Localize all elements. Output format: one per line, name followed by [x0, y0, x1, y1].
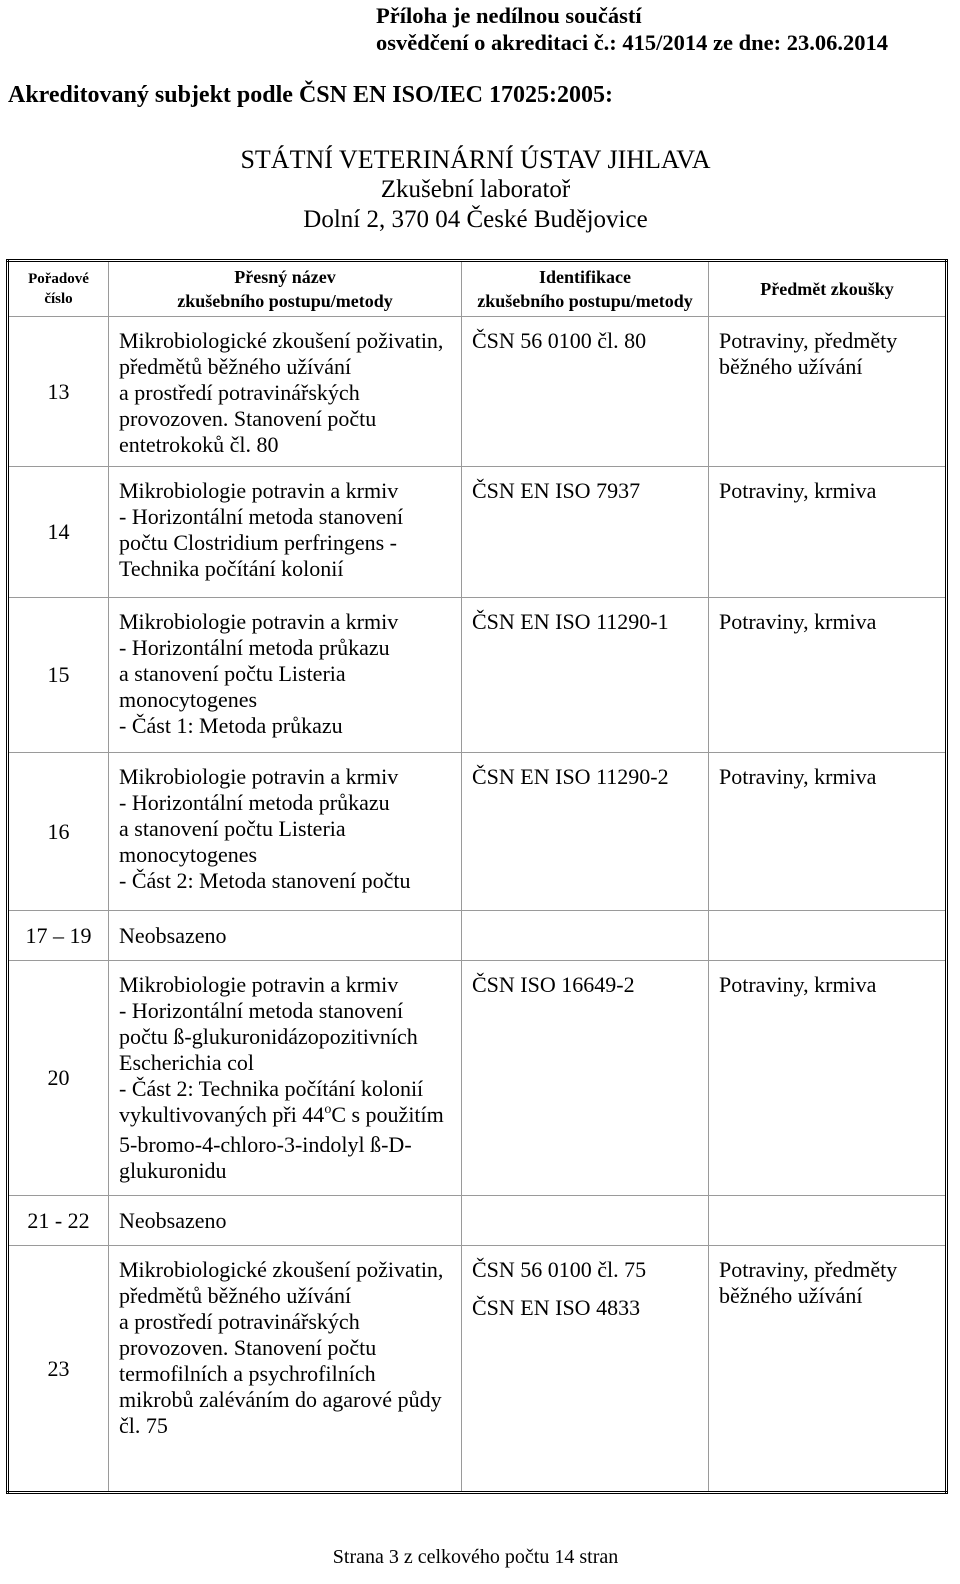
- method-name-line: - Horizontální metoda stanovení: [119, 504, 404, 529]
- institution-name: STÁTNÍ VETERINÁRNÍ ÚSTAV JIHLAVA: [240, 145, 711, 174]
- method-name-line: a stanovení počtu Listeria: [119, 816, 346, 841]
- test-subject-line: Potraviny, předměty: [719, 1257, 898, 1282]
- method-name-line: Technika počítání kolonií: [119, 556, 344, 581]
- table-row: [8, 598, 947, 753]
- table-row-unassigned: [8, 1196, 947, 1246]
- test-subject-cell: [709, 1246, 947, 1493]
- method-name-line: předmětů běžného užívání: [119, 1283, 352, 1308]
- method-id-line: ČSN 56 0100 čl. 80: [472, 328, 647, 353]
- method-id-cell: [462, 911, 709, 961]
- method-name-line: počtu ß-glukuronidázopozitivních: [119, 1024, 418, 1049]
- test-subject-cell: [709, 467, 947, 598]
- method-name-line: monocytogenes: [119, 687, 258, 712]
- annex-note: [376, 2, 888, 56]
- row-number-cell: 13: [8, 317, 109, 467]
- methods-table: [6, 259, 948, 1494]
- table-header-row: [8, 261, 947, 317]
- method-name-cell: [109, 753, 462, 911]
- table-row: [8, 961, 947, 1196]
- test-subject-cell: [709, 598, 947, 753]
- test-subject-line: Potraviny, předměty: [719, 328, 898, 353]
- method-name-line: Mikrobiologie potravin a krmiv: [119, 972, 399, 997]
- column-header-line: Přesný název: [234, 267, 336, 287]
- test-subject-line: Potraviny, krmiva: [719, 972, 877, 997]
- column-header-line: číslo: [44, 291, 73, 307]
- table-row: [8, 317, 947, 467]
- accredited-subject-heading: Akreditovaný subjekt podle ČSN EN ISO/IEC 17025:2005:: [8, 82, 613, 108]
- method-id-cell: [462, 961, 709, 1196]
- method-id-line: ČSN EN ISO 11290-1: [472, 609, 669, 634]
- method-name-cell: [109, 911, 462, 961]
- method-name-cell: [109, 598, 462, 753]
- method-name-line: - Část 2: Metoda stanovení počtu: [119, 868, 411, 893]
- method-name-line: Mikrobiologické zkoušení poživatin,: [119, 1257, 444, 1282]
- method-name-line: čl. 75: [119, 1413, 168, 1438]
- row-number-cell: 16: [8, 753, 109, 911]
- degree-superscript: o: [324, 1102, 332, 1117]
- test-subject-cell: [709, 961, 947, 1196]
- method-name-line: a stanovení počtu Listeria: [119, 661, 346, 686]
- method-id-line: ČSN ISO 16649-2: [472, 972, 635, 997]
- table-row-unassigned: [8, 911, 947, 961]
- test-subject-cell: [709, 317, 947, 467]
- method-name-line: a prostředí potravinářských: [119, 380, 360, 405]
- test-subject-cell: [709, 1196, 947, 1246]
- test-subject-cell: [709, 753, 947, 911]
- annex-line: Příloha je nedílnou součástí: [376, 3, 642, 28]
- method-id-cell: [462, 467, 709, 598]
- method-id-cell: [462, 317, 709, 467]
- row-number-cell: 17 – 19: [8, 911, 109, 961]
- method-id-line: ČSN EN ISO 7937: [472, 478, 641, 503]
- method-id-line: ČSN EN ISO 4833: [472, 1295, 641, 1320]
- method-id-line: ČSN 56 0100 čl. 75: [472, 1257, 647, 1282]
- method-name-line: monocytogenes: [119, 842, 258, 867]
- column-header-line: Identifikace: [539, 267, 631, 287]
- method-name-line: Mikrobiologické zkoušení poživatin,: [119, 328, 444, 353]
- method-name-line: mikrobů zaléváním do agarové půdy: [119, 1387, 442, 1412]
- method-name-line: provozoven. Stanovení počtu: [119, 1335, 377, 1360]
- test-subject-line: Potraviny, krmiva: [719, 609, 877, 634]
- laboratory-address: Dolní 2, 370 04 České Budějovice: [303, 206, 648, 233]
- method-name-line: entetrokoků čl. 80: [119, 432, 279, 457]
- method-name-line: počtu Clostridium perfringens -: [119, 530, 398, 555]
- method-id-line: ČSN EN ISO 11290-2: [472, 764, 669, 789]
- unassigned-label: Neobsazeno: [119, 922, 227, 948]
- method-name-line: - Část 2: Technika počítání kolonií: [119, 1076, 424, 1101]
- table-row: [8, 753, 947, 911]
- row-number-cell: 14: [8, 467, 109, 598]
- test-subject-line: Potraviny, krmiva: [719, 478, 877, 503]
- column-header-method-name: [109, 261, 462, 317]
- method-name-line: předmětů běžného užívání: [119, 354, 352, 379]
- method-name-line: - Horizontální metoda průkazu: [119, 635, 390, 660]
- column-header-line: Předmět zkoušky: [760, 279, 894, 299]
- column-header-line: zkušebního postupu/metody: [177, 291, 393, 311]
- method-name-line: - Horizontální metoda stanovení: [119, 998, 404, 1023]
- method-id-cell: [462, 1246, 709, 1493]
- row-number-cell: 23: [8, 1246, 109, 1493]
- method-name-cell: [109, 1196, 462, 1246]
- page-footer: Strana 3 z celkového počtu 14 stran: [332, 1546, 619, 1568]
- test-subject-line: běžného užívání: [719, 1283, 863, 1308]
- method-name-line: provozoven. Stanovení počtu: [119, 406, 377, 431]
- unassigned-label: Neobsazeno: [119, 1207, 227, 1233]
- method-name-cell: [109, 961, 462, 1196]
- institution-block: [6, 145, 945, 235]
- method-name-line: - Část 1: Metoda průkazu: [119, 713, 343, 738]
- method-name-text: C s použitím: [331, 1102, 444, 1127]
- method-name-line: a prostředí potravinářských: [119, 1309, 360, 1334]
- row-number-cell: 15: [8, 598, 109, 753]
- column-header-line: Pořadové: [28, 271, 89, 287]
- method-name-line: Mikrobiologie potravin a krmiv: [119, 764, 399, 789]
- method-name-line: Escherichia col: [119, 1050, 254, 1075]
- method-name-cell: [109, 1246, 462, 1493]
- column-header-number: [8, 261, 109, 317]
- method-name-line: Mikrobiologie potravin a krmiv: [119, 609, 399, 634]
- test-subject-line: běžného užívání: [719, 354, 863, 379]
- method-id-cell: [462, 1196, 709, 1246]
- column-header-line: zkušebního postupu/metody: [477, 291, 693, 311]
- row-number-cell: 21 - 22: [8, 1196, 109, 1246]
- test-subject-cell: [709, 911, 947, 961]
- method-name-line: [119, 1102, 457, 1132]
- row-number-cell: 20: [8, 961, 109, 1196]
- method-name-line: glukuronidu: [119, 1158, 227, 1183]
- method-id-cell: [462, 753, 709, 911]
- column-header-subject: [709, 261, 947, 317]
- method-id-cell: [462, 598, 709, 753]
- test-subject-line: Potraviny, krmiva: [719, 764, 877, 789]
- method-name-line: 5-bromo-4-chloro-3-indolyl ß-D-: [119, 1132, 412, 1157]
- method-name-line: Mikrobiologie potravin a krmiv: [119, 478, 399, 503]
- accreditation-certificate-line: osvědčení o akreditaci č.: 415/2014 ze dne: 23.06.2014: [376, 30, 889, 55]
- method-name-line: - Horizontální metoda průkazu: [119, 790, 390, 815]
- method-name-cell: [109, 467, 462, 598]
- laboratory-name: Zkušební laboratoř: [380, 176, 571, 203]
- column-header-method-id: [462, 261, 709, 317]
- table-row: [8, 1246, 947, 1493]
- method-name-cell: [109, 317, 462, 467]
- method-name-line: termofilních a psychrofilních: [119, 1361, 376, 1386]
- table-row: [8, 467, 947, 598]
- method-name-text: vykultivovaných při 44: [119, 1102, 325, 1127]
